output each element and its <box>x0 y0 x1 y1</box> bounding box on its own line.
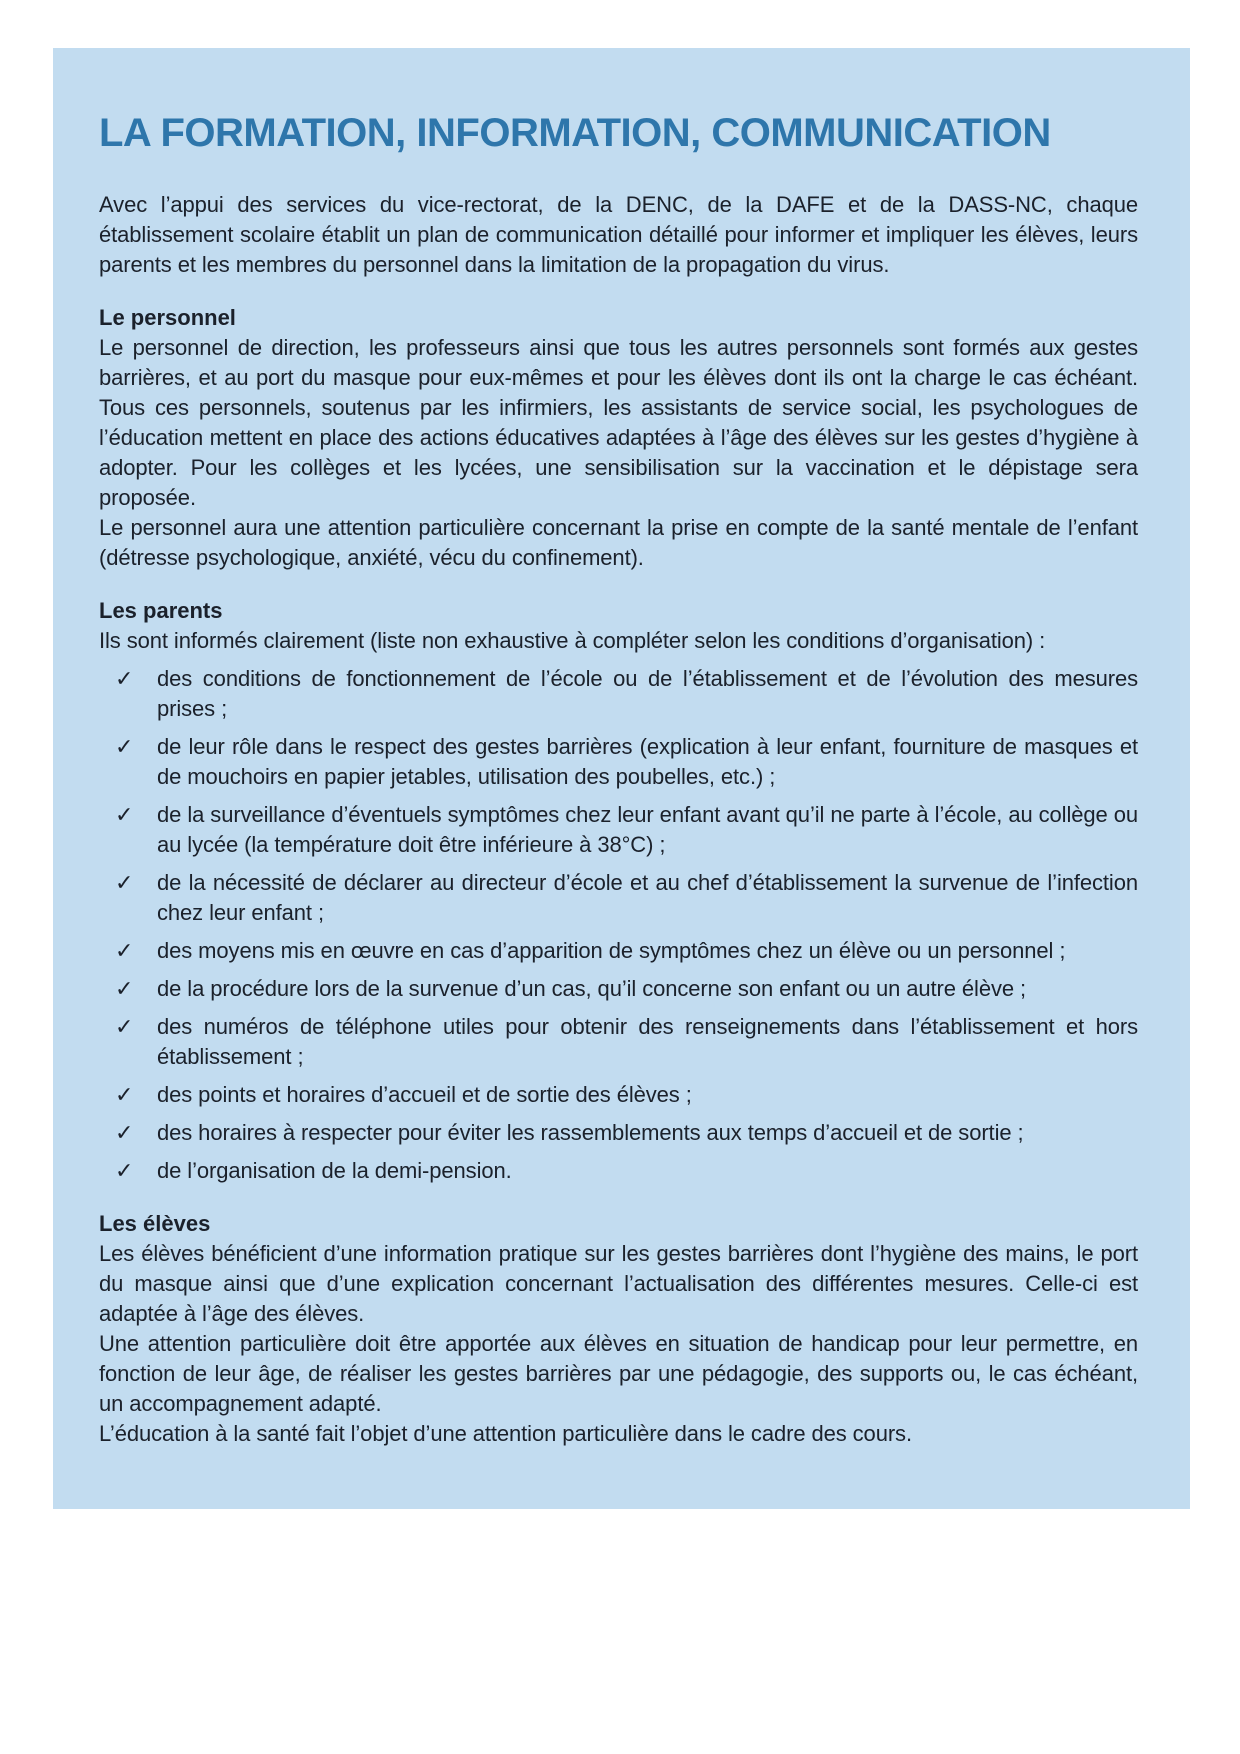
list-item <box>99 1118 1138 1148</box>
intro-paragraph: Avec l’appui des services du vice-rectorat, de la DENC, de la DAFE et de la DASS-NC, chaque établissement scolaire établit un plan de communication détaillé pour informer et impliquer les élèves, leurs parents et les membres du personnel dans la limitation de la propagation du virus. <box>99 192 1138 277</box>
check-icon: ✓ <box>115 1158 134 1183</box>
list-item <box>99 1012 1138 1072</box>
list-item <box>99 1156 1138 1186</box>
list-item-text: des numéros de téléphone utiles pour obtenir des renseignements dans l’établissement et hors établissement ; <box>157 1014 1138 1069</box>
check-icon: ✓ <box>115 1082 134 1107</box>
list-item-text: des conditions de fonctionnement de l’école ou de l’établissement et de l’évolution des mesures prises ; <box>157 666 1138 721</box>
list-item-text: de la nécessité de déclarer au directeur d’école et au chef d’établissement la survenue de l’infection chez leur enfant ; <box>157 870 1138 925</box>
check-icon: ✓ <box>115 802 134 827</box>
list-item <box>99 936 1138 966</box>
check-icon: ✓ <box>115 1120 134 1145</box>
parents-checklist <box>99 664 1138 1186</box>
personnel-paragraph-2: Le personnel aura une attention particulière concernant la prise en compte de la santé mentale de l’enfant (détresse psychologique, anxiété, vécu du confinement). <box>99 515 1138 570</box>
section-heading-parents: Les parents <box>99 598 223 623</box>
list-item <box>99 974 1138 1004</box>
parents-intro: Ils sont informés clairement (liste non exhaustive à compléter selon les conditions d’organisation) : <box>99 628 1046 653</box>
list-item-text: de la procédure lors de la survenue d’un cas, qu’il concerne son enfant ou un autre élève ; <box>157 976 1027 1001</box>
check-icon: ✓ <box>115 666 134 691</box>
page-title: LA FORMATION, INFORMATION, COMMUNICATION <box>99 111 1051 155</box>
list-item-text: des horaires à respecter pour éviter les rassemblements aux temps d’accueil et de sortie ; <box>157 1120 1024 1145</box>
list-item-text: des moyens mis en œuvre en cas d’apparition de symptômes chez un élève ou un personnel ; <box>157 938 1066 963</box>
check-icon: ✓ <box>115 1014 134 1039</box>
list-item <box>99 800 1138 860</box>
section-heading-eleves: Les élèves <box>99 1211 211 1236</box>
list-item-text: de la surveillance d’éventuels symptômes chez leur enfant avant qu’il ne parte à l’école, au collège ou au lycée (la température doit être inférieure à 38°C) ; <box>157 802 1138 857</box>
check-icon: ✓ <box>115 870 134 895</box>
list-item-text: des points et horaires d’accueil et de sortie des élèves ; <box>157 1082 692 1107</box>
list-item-text: de l’organisation de la demi-pension. <box>157 1158 512 1183</box>
list-item-text: de leur rôle dans le respect des gestes barrières (explication à leur enfant, fourniture de masques et de mouchoirs en papier jetables, utilisation des poubelles, etc.) ; <box>157 734 1138 789</box>
content-panel <box>53 48 1190 1509</box>
list-item <box>99 1080 1138 1110</box>
check-icon: ✓ <box>115 938 134 963</box>
eleves-paragraph-3: L’éducation à la santé fait l’objet d’une attention particulière dans le cadre des cours. <box>99 1421 912 1446</box>
personnel-paragraph-1: Le personnel de direction, les professeurs ainsi que tous les autres personnels sont formés aux gestes barrières, et au port du masque pour eux-mêmes et pour les élèves dont ils ont la charge le cas échéant. Tous ces personnels, soutenus par les infirmiers, les assistants de service social, les psychologues de l’éducation mettent en place des actions éducatives adaptées à l’âge des élèves sur les gestes d’hygiène à adopter. Pour les collèges et les lycées, une sensibilisation sur la vaccination et le dépistage sera proposée. <box>99 335 1138 510</box>
list-item <box>99 664 1138 724</box>
check-icon: ✓ <box>115 734 134 759</box>
eleves-paragraph-1: Les élèves bénéficient d’une information pratique sur les gestes barrières dont l’hygiène des mains, le port du masque ainsi que d’une explication concernant l’actualisation des différentes mesures. Celle-ci est adaptée à l’âge des élèves. <box>99 1241 1138 1326</box>
section-heading-personnel: Le personnel <box>99 305 236 330</box>
eleves-paragraph-2: Une attention particulière doit être apportée aux élèves en situation de handicap pour leur permettre, en fonction de leur âge, de réaliser les gestes barrières par une pédagogie, des supports ou, le cas échéant, un accompagnement adapté. <box>99 1331 1138 1416</box>
check-icon: ✓ <box>115 976 134 1001</box>
list-item <box>99 732 1138 792</box>
list-item <box>99 868 1138 928</box>
